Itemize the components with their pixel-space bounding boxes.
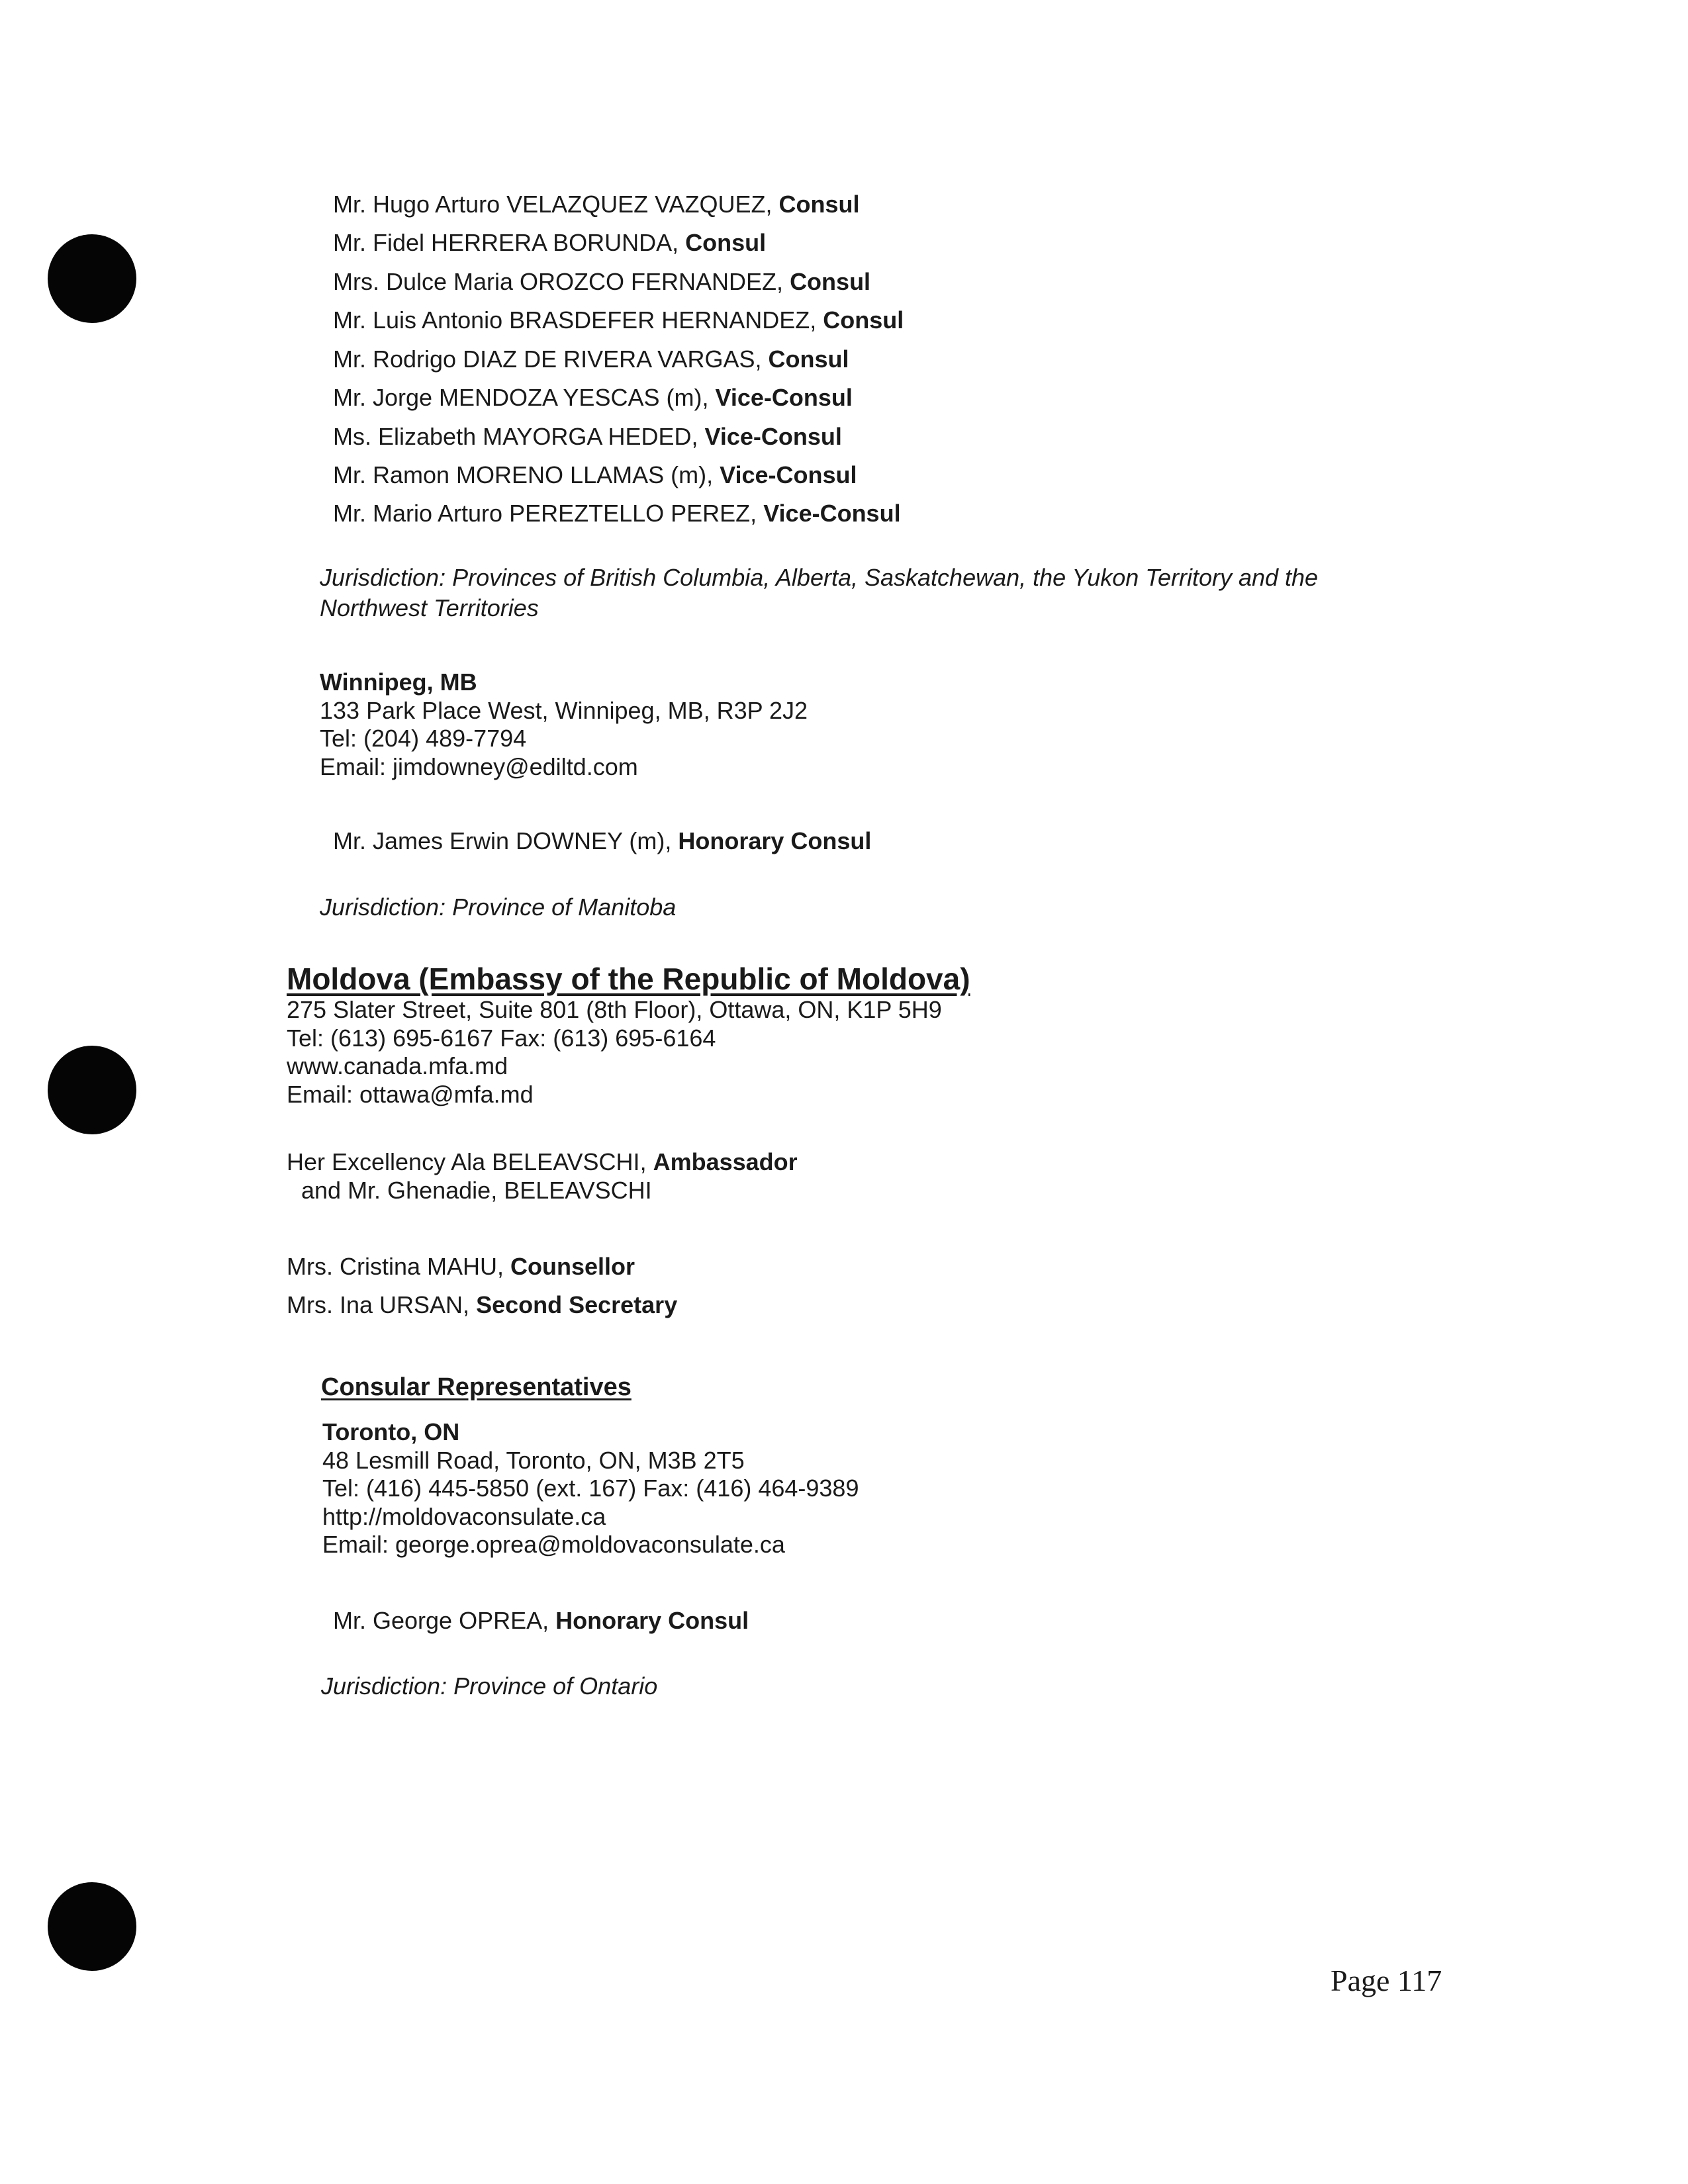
winnipeg-consulate-block [320,668,808,781]
email: Email: ottawa@mfa.md [287,1080,534,1108]
telephone: Tel: (204) 489-7794 [320,725,527,752]
staff-entry: Mrs. Cristina MAHU, Counsellor [287,1253,635,1280]
binder-hole-middle [48,1046,136,1134]
email: Email: jimdowney@ediltd.com [320,752,638,780]
page-number: Page 117 [1331,1964,1442,1997]
jurisdiction-note: Jurisdiction: Provinces of British Columbia, Alberta, Saskatchewan, the Yukon Territory and the Northwest Territories [320,564,1319,621]
officer-entry: Mr. Ramon MORENO LLAMAS (m), Vice-Consul [333,461,857,488]
city-heading: Toronto, ON [322,1418,460,1445]
officer-entry: Mr. Hugo Arturo VELAZQUEZ VAZQUEZ, Consul [333,191,860,218]
ambassador-spouse: and Mr. Ghenadie, BELEAVSCHI [301,1177,652,1204]
jurisdiction-note: Jurisdiction: Province of Ontario [321,1672,658,1700]
officer-entry: Mr. Mario Arturo PEREZTELLO PEREZ, Vice-Consul [333,500,901,527]
website: http://moldovaconsulate.ca [322,1502,606,1530]
binder-hole-top [48,234,136,323]
section-heading: Consular Representatives [321,1373,632,1401]
email: Email: george.oprea@moldovaconsulate.ca [322,1531,785,1558]
telephone-fax: Tel: (416) 445-5850 (ext. 167) Fax: (416) 464-9389 [322,1475,859,1502]
country-heading: Moldova (Embassy of the Republic of Moldova) [287,962,970,996]
binder-hole-bottom [48,1882,136,1971]
officer-entry: Ms. Elizabeth MAYORGA HEDED, Vice-Consul [333,423,842,450]
officer-entry: Mr. George OPREA, Honorary Consul [333,1607,749,1634]
website: www.canada.mfa.md [287,1052,508,1079]
embassy-contact-block [287,996,942,1109]
officer-entry: Mr. Jorge MENDOZA YESCAS (m), Vice-Consul [333,384,853,411]
city-heading: Winnipeg, MB [320,668,477,696]
officer-entry: Mr. Fidel HERRERA BORUNDA, Consul [333,229,767,256]
officer-entry: Mr. Luis Antonio BRASDEFER HERNANDEZ, Consul [333,306,904,334]
jurisdiction-note: Jurisdiction: Province of Manitoba [320,893,677,921]
address: 133 Park Place West, Winnipeg, MB, R3P 2J2 [320,696,808,724]
toronto-consulate-block [322,1418,859,1559]
ambassador-entry: Her Excellency Ala BELEAVSCHI, Ambassador [287,1148,798,1175]
officer-entry: Mr. James Erwin DOWNEY (m), Honorary Consul [333,827,872,854]
address: 275 Slater Street, Suite 801 (8th Floor), Ottawa, ON, K1P 5H9 [287,996,942,1023]
staff-entry: Mrs. Ina URSAN, Second Secretary [287,1291,678,1318]
telephone-fax: Tel: (613) 695-6167 Fax: (613) 695-6164 [287,1024,716,1052]
officer-entry: Mrs. Dulce Maria OROZCO FERNANDEZ, Consul [333,268,871,295]
officer-entry: Mr. Rodrigo DIAZ DE RIVERA VARGAS, Consul [333,345,849,373]
address: 48 Lesmill Road, Toronto, ON, M3B 2T5 [322,1446,745,1474]
